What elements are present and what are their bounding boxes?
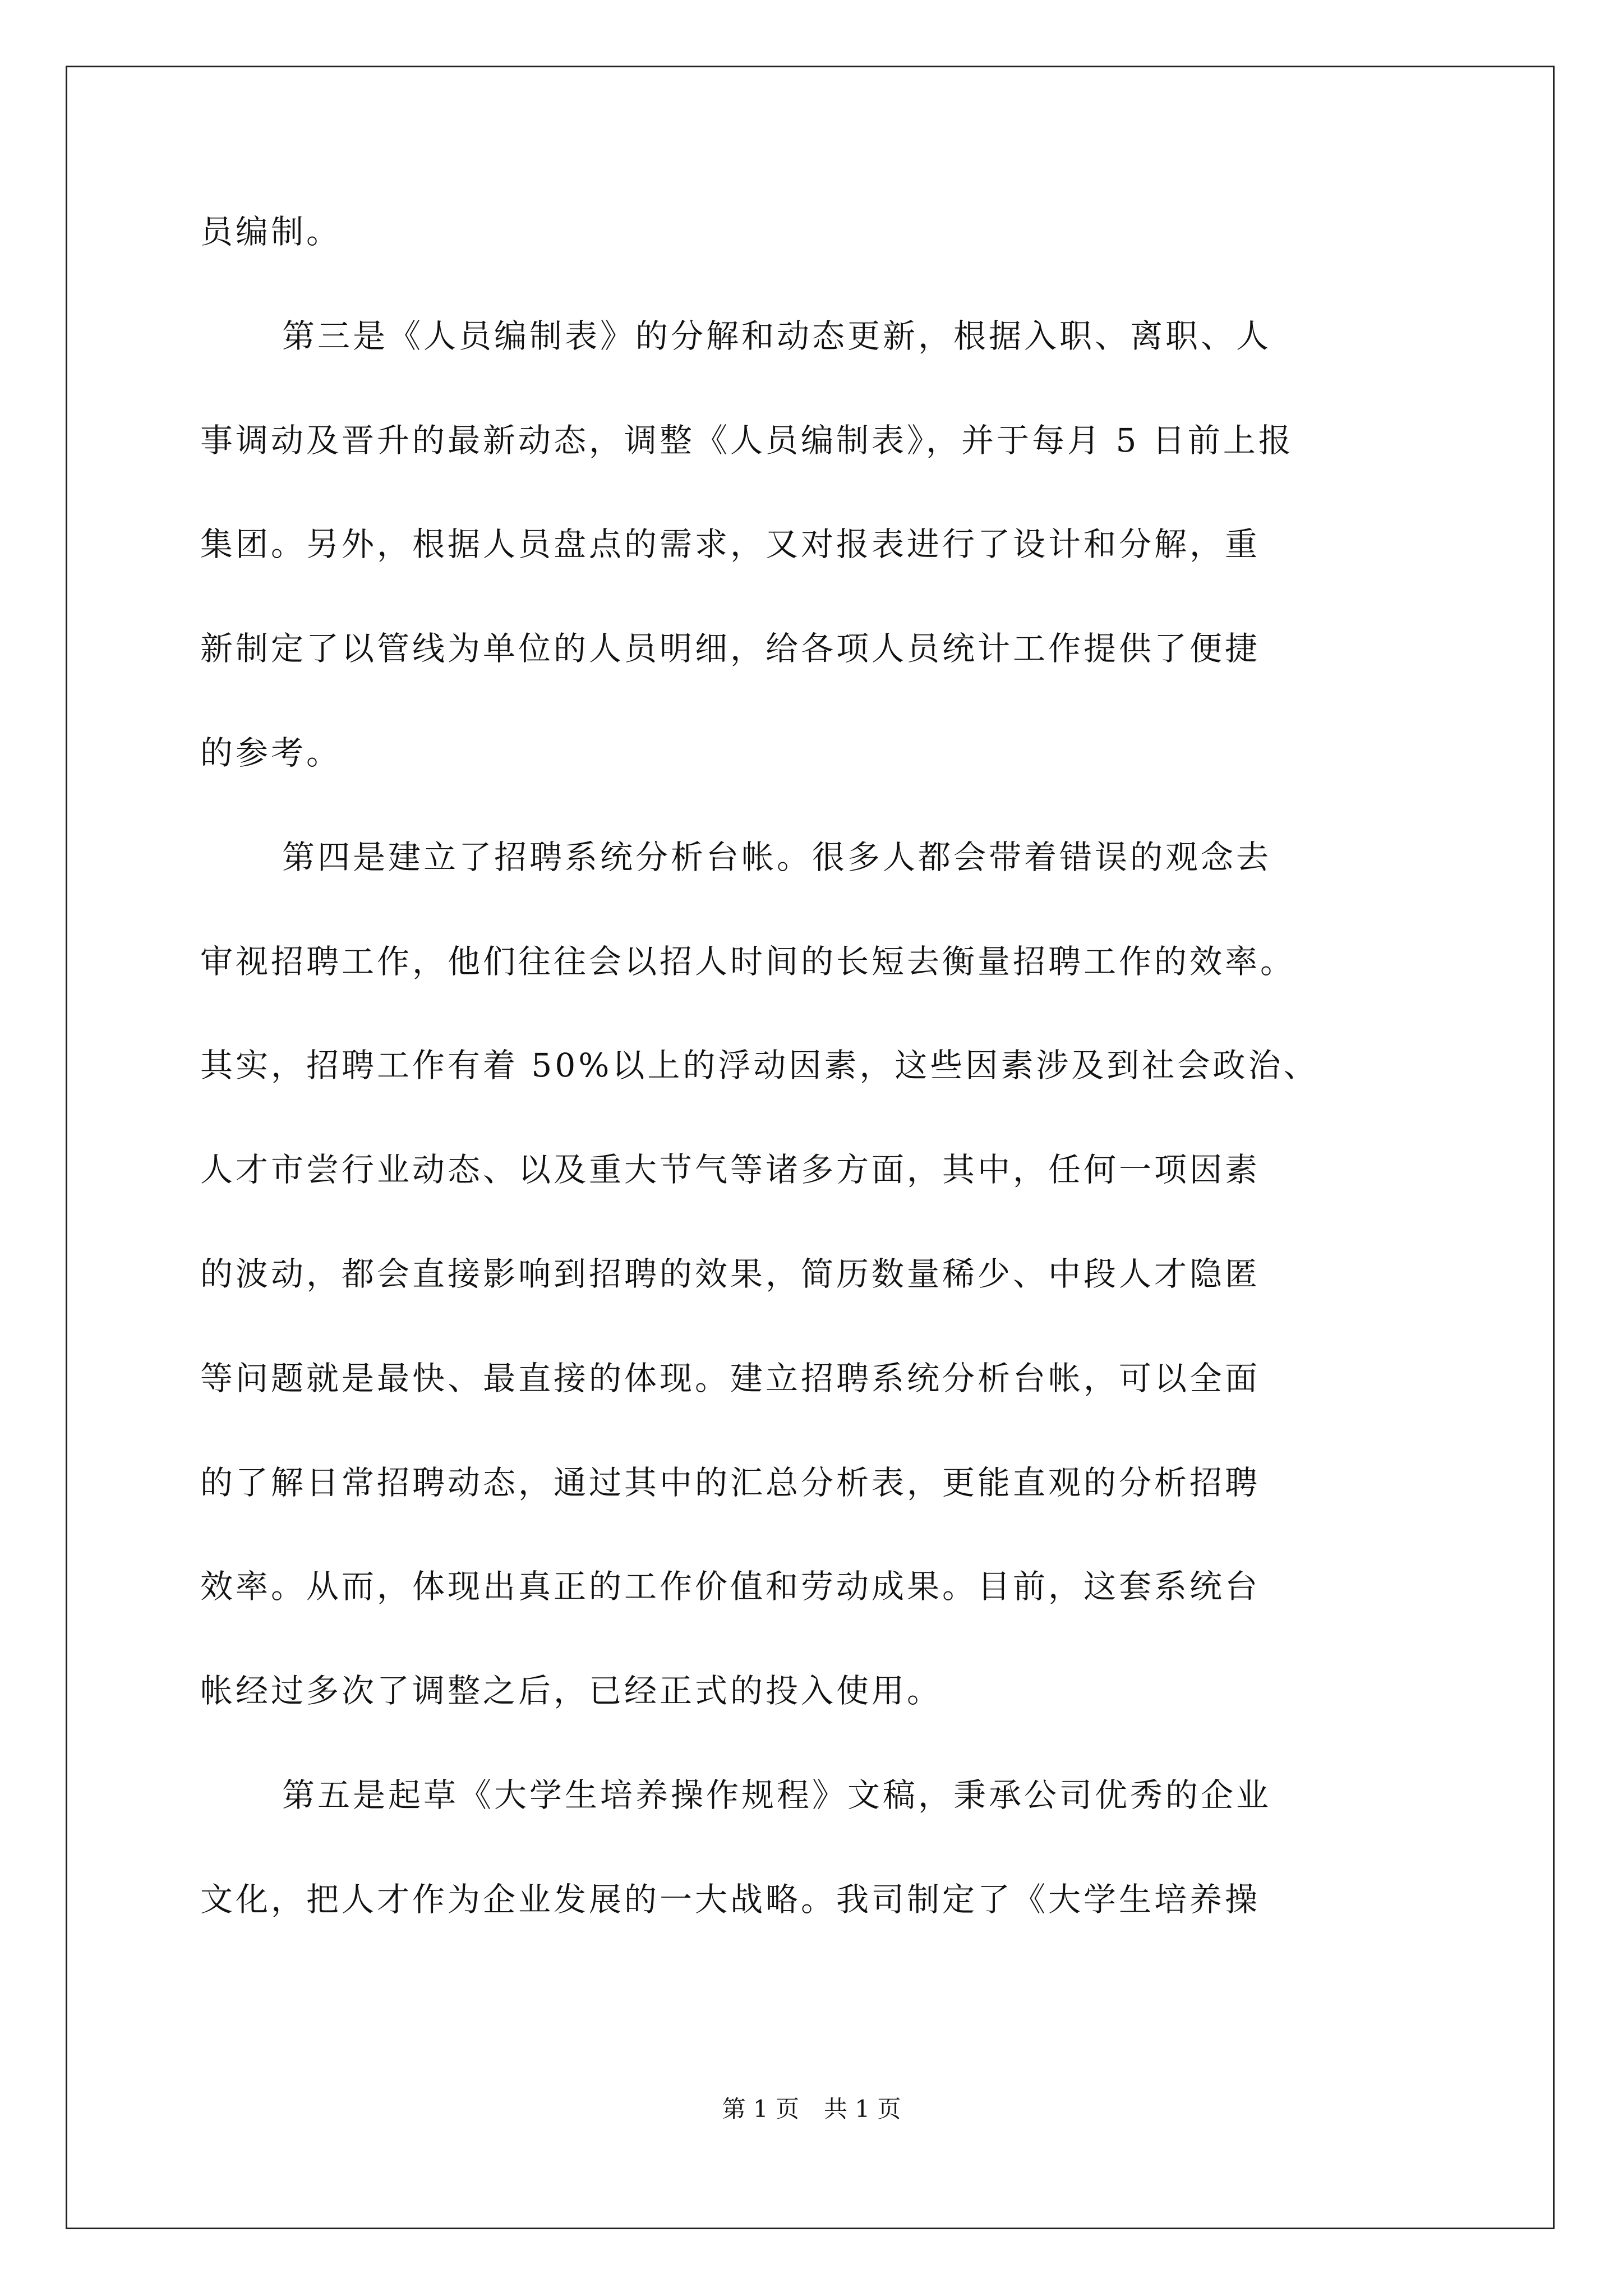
text-line: 审视招聘工作，他们往往会以招人时间的长短去衡量招聘工作的效率。 xyxy=(200,942,1296,981)
text-line: 效率。从而，体现出真正的工作价值和劳动成果。目前，这套系统台 xyxy=(200,1567,1261,1605)
paragraph-line: 第五是起草《大学生培养操作规程》文稿，秉承公司优秀的企业 xyxy=(282,1776,1272,1814)
paragraph-line: 第三是《人员编制表》的分解和动态更新，根据入职、离职、人 xyxy=(282,317,1272,355)
text-line: 的了解日常招聘动态，通过其中的汇总分析表，更能直观的分析招聘 xyxy=(200,1464,1261,1502)
text-line: 等问题就是最快、最直接的体现。建立招聘系统分析台帐，可以全面 xyxy=(200,1359,1261,1397)
text-line: 人才市尝行业动态、以及重大节气等诸多方面，其中，任何一项因素 xyxy=(200,1151,1261,1189)
text-line: 的参考。 xyxy=(200,734,342,772)
text-line: 新制定了以管线为单位的人员明细，给各项人员统计工作提供了便捷 xyxy=(200,629,1261,668)
paragraph-line: 第四是建立了招聘系统分析台帐。很多人都会带着错误的观念去 xyxy=(282,838,1272,876)
text-line: 员编制。 xyxy=(200,213,342,251)
page-number: 第 1 页 xyxy=(722,2095,799,2123)
text-line: 事调动及晋升的最新动态，调整《人员编制表》，并于每月 5 日前上报 xyxy=(200,421,1294,459)
page-total: 共 1 页 xyxy=(824,2095,901,2123)
text-line: 帐经过多次了调整之后，已经正式的投入使用。 xyxy=(200,1672,943,1710)
page-footer xyxy=(0,2095,1623,2123)
text-line: 其实，招聘工作有着 50%以上的浮动因素，这些因素涉及到社会政治、 xyxy=(200,1046,1319,1084)
text-line: 集团。另外，根据人员盘点的需求，又对报表进行了设计和分解，重 xyxy=(200,525,1261,563)
text-line: 的波动，都会直接影响到招聘的效果，简历数量稀少、中段人才隐匿 xyxy=(200,1255,1261,1293)
text-line: 文化，把人才作为企业发展的一大战略。我司制定了《大学生培养操 xyxy=(200,1880,1261,1918)
